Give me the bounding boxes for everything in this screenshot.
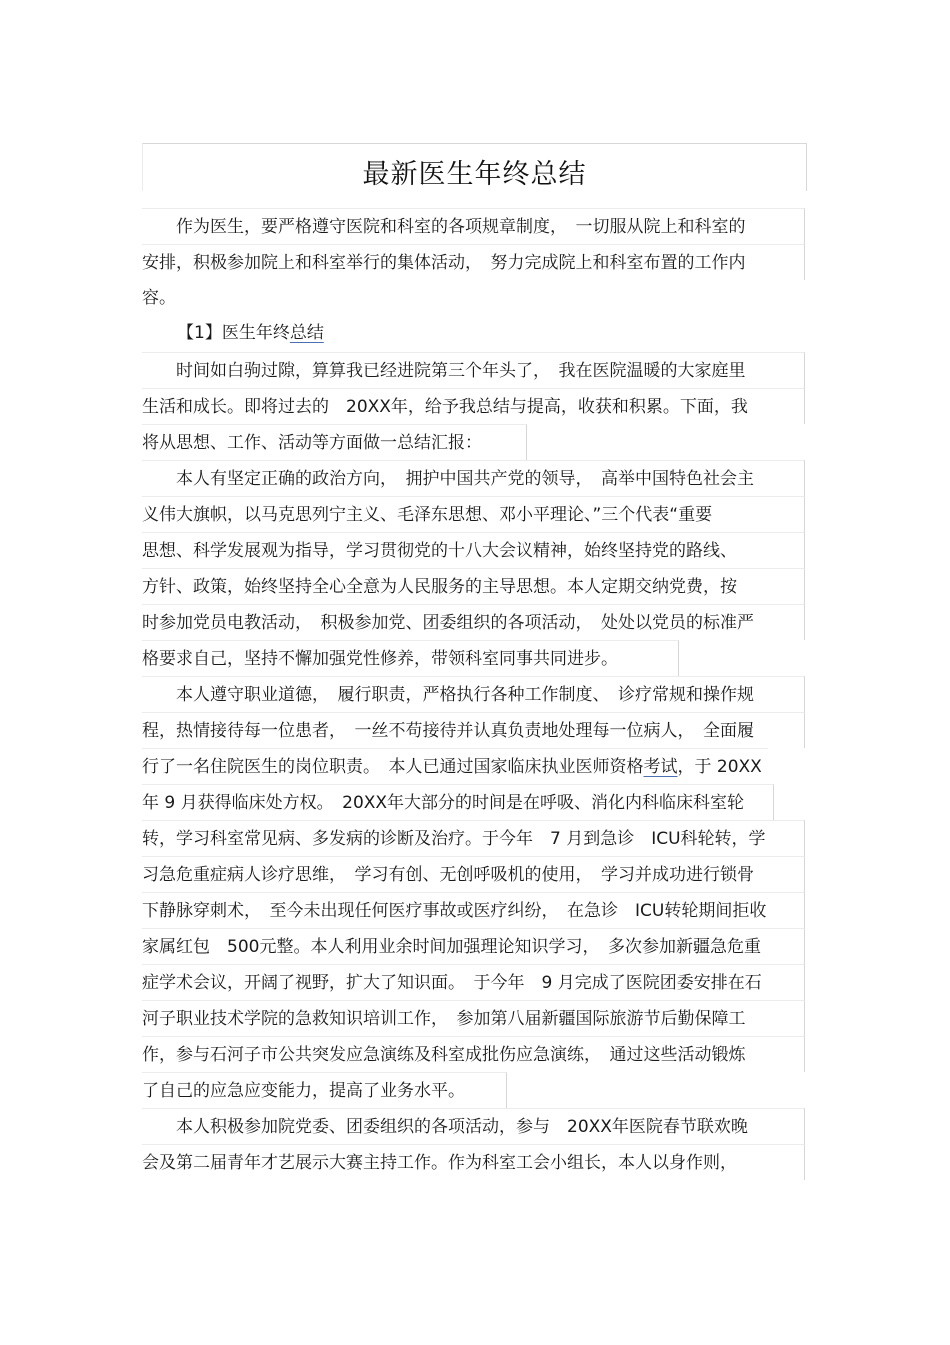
paragraph-line: 转，学习科室常见病、多发病的诊断及治疗。于今年 7 月到急诊 ICU科轮转，学: [142, 820, 805, 856]
paragraph-line: 本人遵守职业道德， 履行职责，严格执行各种工作制度、 诊疗常规和操作规: [142, 676, 805, 712]
paragraph-line: 时间如白驹过隙，算算我已经进院第三个年头了， 我在医院温暖的大家庭里: [142, 352, 805, 388]
paragraph-line-text: 行了一名住院医生的岗位职责。 本人已通过国家临床执业医师资格: [142, 757, 644, 777]
paragraph-line: 将从思想、工作、活动等方面做一总结汇报：: [142, 424, 527, 460]
paragraph-line: 容。: [142, 288, 176, 308]
paragraph-line: 作为医生，要严格遵守医院和科室的各项规章制度， 一切服从院上和科室的: [142, 208, 805, 244]
paragraph-line: 症学术会议，开阔了视野，扩大了知识面。 于今年 9 月完成了医院团委安排在石: [142, 964, 805, 1000]
paragraph-line: 习急危重症病人诊疗思维， 学习有创、无创呼吸机的使用， 学习并成功进行锁骨: [142, 856, 805, 892]
paragraph-line: 了自己的应急应变能力，提高了业务水平。: [142, 1072, 507, 1108]
paragraph-line-tail: ，于 20XX: [677, 757, 762, 777]
paragraph-line: 义伟大旗帜，以马克思列宁主义、毛泽东思想、邓小平理论、”三个代表“重要: [142, 496, 805, 532]
paragraph-line: 家属红包 500元整。本人利用业余时间加强理论知识学习， 多次参加新疆急危重: [142, 928, 805, 964]
paragraph-line: 生活和成长。即将过去的 20XX年，给予我总结与提高，收获和积累。下面，我: [142, 388, 805, 424]
paragraph-line: 程，热情接待每一位患者， 一丝不苟接待并认真负责地处理每一位病人， 全面履: [142, 712, 805, 748]
paragraph-line-with-link: [142, 748, 768, 784]
paragraph-line: 安排，积极参加院上和科室举行的集体活动， 努力完成院上和科室布置的工作内: [142, 244, 805, 280]
paragraph-line: 方针、政策，始终坚持全心全意为人民服务的主导思想。本人定期交纳党费，按: [142, 568, 805, 604]
paragraph-line: 本人有坚定正确的政治方向， 拥护中国共产党的领导， 高举中国特色社会主: [142, 460, 805, 496]
paragraph-line: 年 9 月获得临床处方权。 20XX年大部分的时间是在呼吸、消化内科临床科室轮: [142, 784, 774, 820]
paragraph-line: 会及第二届青年才艺展示大赛主持工作。作为科室工会小组长，本人以身作则，: [142, 1144, 805, 1180]
summary-link[interactable]: 总结: [289, 323, 324, 343]
paragraph-line: 河子职业技术学院的急救知识培训工作， 参加第八届新疆国际旅游节后勤保障工: [142, 1000, 805, 1036]
paragraph-line: 本人积极参加院党委、团委组织的各项活动，参与 20XX年医院春节联欢晚: [142, 1108, 805, 1144]
subheading-prefix: 【1】医生年终: [177, 323, 290, 343]
paragraph-line: 思想、科学发展观为指导，学习贯彻党的十八大会议精神，始终坚持党的路线、: [142, 532, 805, 568]
subheading: [177, 318, 324, 348]
exam-link[interactable]: 考试: [643, 757, 678, 777]
paragraph-line: 作，参与石河子市公共突发应急演练及科室成批伤应急演练， 通过这些活动锻炼: [142, 1036, 805, 1072]
paragraph-line: 格要求自己，坚持不懈加强党性修养，带领科室同事共同进步。: [142, 640, 679, 676]
title-box: [142, 143, 807, 191]
paragraph-line: 时参加党员电教活动， 积极参加党、团委组织的各项活动， 处处以党员的标准严: [142, 604, 805, 640]
document-title: 最新医生年终总结: [362, 159, 587, 190]
paragraph-line: 下静脉穿刺术， 至今未出现任何医疗事故或医疗纠纷， 在急诊 ICU转轮期间拒收: [142, 892, 805, 928]
